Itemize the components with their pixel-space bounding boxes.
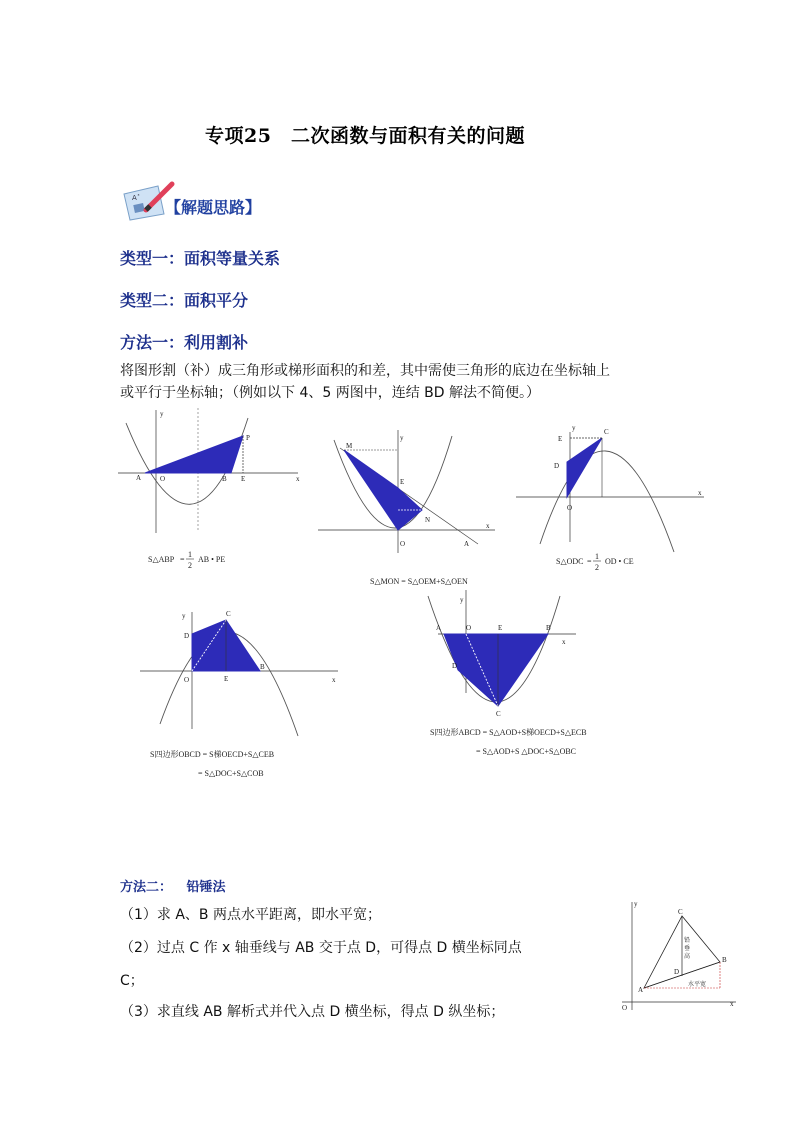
fig3-label-E: E: [558, 435, 563, 443]
svg-text:A˟: A˟: [132, 194, 141, 202]
method-2-step-2b: C；: [120, 973, 144, 989]
method-1-text-line-2: 或平行于坐标轴；（例如以下 4、5 两图中，连结 BD 解法不简便。）: [120, 385, 540, 401]
fig3-label-y: y: [572, 424, 576, 432]
fig4-formula-line1: S四边形OBCD = S梯OECD+S△CEB: [150, 750, 275, 759]
fig6-label-shuiping: 水平宽: [688, 981, 707, 988]
fig2-label-E: E: [400, 478, 405, 486]
figure-6: [616, 896, 740, 1014]
fig3-frac-num: 1: [595, 552, 599, 561]
fig2-label-O: O: [400, 540, 406, 548]
method-1-heading: 方法一：利用割补: [120, 333, 249, 352]
fig6-label-C: C: [678, 908, 683, 916]
fig1-frac-num: 1: [188, 550, 192, 559]
fig5-label-E: E: [498, 624, 503, 632]
fig4-label-C: C: [226, 610, 231, 618]
fig6-label-O: O: [622, 1004, 628, 1012]
fig3-label-C: C: [604, 428, 609, 436]
type-1-heading: 类型一：面积等量关系: [120, 249, 281, 268]
fig2-formula: S△MON = S△OEM+S△OEN: [370, 577, 468, 586]
fig3-label-x: x: [698, 489, 702, 497]
fig3-label-O: O: [567, 504, 573, 512]
fig5-label-x: x: [562, 638, 566, 646]
fig1-formula-eq: =: [180, 555, 185, 564]
fig3-formula-eq: =: [587, 557, 592, 566]
fig1-formula-lhs: S△ABP: [148, 555, 175, 564]
fig3-formula-lhs: S△ODC: [556, 557, 584, 566]
method-2-heading-prefix: 方法二：: [120, 880, 173, 895]
fig5-label-A: A: [436, 624, 442, 632]
method-2-step-2a: （2）过点 C 作 x 轴垂线与 AB 交于点 D，可得点 D 横坐标同点: [120, 940, 522, 956]
fig3-formula-rhs: OD • CE: [605, 557, 634, 566]
fig1-label-O: O: [160, 475, 166, 483]
method-2-step-1: （1）求 A、B 两点水平距离，即水平宽；: [120, 907, 381, 923]
fig6-label-y: y: [634, 900, 638, 908]
fig5-label-C: C: [496, 710, 501, 718]
fig6-label-B: B: [722, 956, 727, 964]
fig4-formula-line2: = S△DOC+S△COB: [198, 769, 264, 778]
fig2-label-x: x: [486, 522, 490, 530]
page-title: 专项25 二次函数与面积有关的问题: [205, 125, 525, 147]
fig1-label-B: B: [222, 475, 227, 483]
method-2-heading: [120, 876, 226, 895]
figure-2: [310, 428, 500, 593]
method-2-step-3: （3）求直线 AB 解析式并代入点 D 横坐标，得点 D 纵坐标；: [120, 1004, 505, 1020]
fig5-label-D: D: [452, 662, 458, 670]
fig4-label-y: y: [182, 612, 186, 620]
figure-1: [118, 408, 308, 578]
fig1-frac-den: 2: [188, 561, 192, 570]
fig5-formula-line1: S四边形ABCD = S△AOD+S梯OECD+S△ECB: [430, 728, 587, 737]
fig1-label-A: A: [136, 474, 142, 482]
fig6-label-A: A: [638, 986, 644, 994]
type-2-heading: 类型二：面积平分: [120, 291, 249, 310]
figure-3: [516, 424, 706, 574]
fig4-label-D: D: [184, 632, 190, 640]
fig1-label-E: E: [241, 475, 246, 483]
fig2-label-M: M: [346, 442, 353, 450]
figure-5: [418, 588, 628, 768]
fig1-label-y: y: [160, 410, 164, 418]
fig6-label-qiandao: 铅垂高: [684, 937, 691, 960]
method-1-text-line-1: 将图形割（补）成三角形或梯形面积的和差，其中需使三角形的底边在坐标轴上: [120, 363, 610, 379]
fig4-label-B: B: [260, 663, 265, 671]
figure-4: [140, 604, 350, 784]
fig5-formula-line2: = S△AOD+S △DOC+S△OBC: [476, 747, 577, 756]
section-badge: [120, 180, 280, 224]
fig6-label-x: x: [730, 1000, 734, 1008]
fig5-label-y: y: [460, 596, 464, 604]
fig4-label-x: x: [332, 676, 336, 684]
fig2-label-A: A: [464, 540, 470, 548]
section-badge-label: 【解题思路】: [165, 198, 262, 217]
fig1-label-P: P: [246, 434, 250, 442]
fig1-label-x: x: [296, 475, 300, 483]
fig3-label-D: D: [554, 462, 560, 470]
method-2-heading-name: 铅锤法: [186, 880, 226, 895]
fig2-label-N: N: [425, 516, 431, 524]
fig6-label-D: D: [674, 968, 680, 976]
fig4-label-O: O: [184, 676, 190, 684]
fig5-label-O: O: [466, 624, 472, 632]
fig3-frac-den: 2: [595, 563, 599, 572]
fig4-label-E: E: [224, 675, 229, 683]
fig5-label-B: B: [546, 624, 551, 632]
fig1-formula-rhs: AB • PE: [198, 555, 226, 564]
fig2-label-y: y: [400, 434, 404, 442]
